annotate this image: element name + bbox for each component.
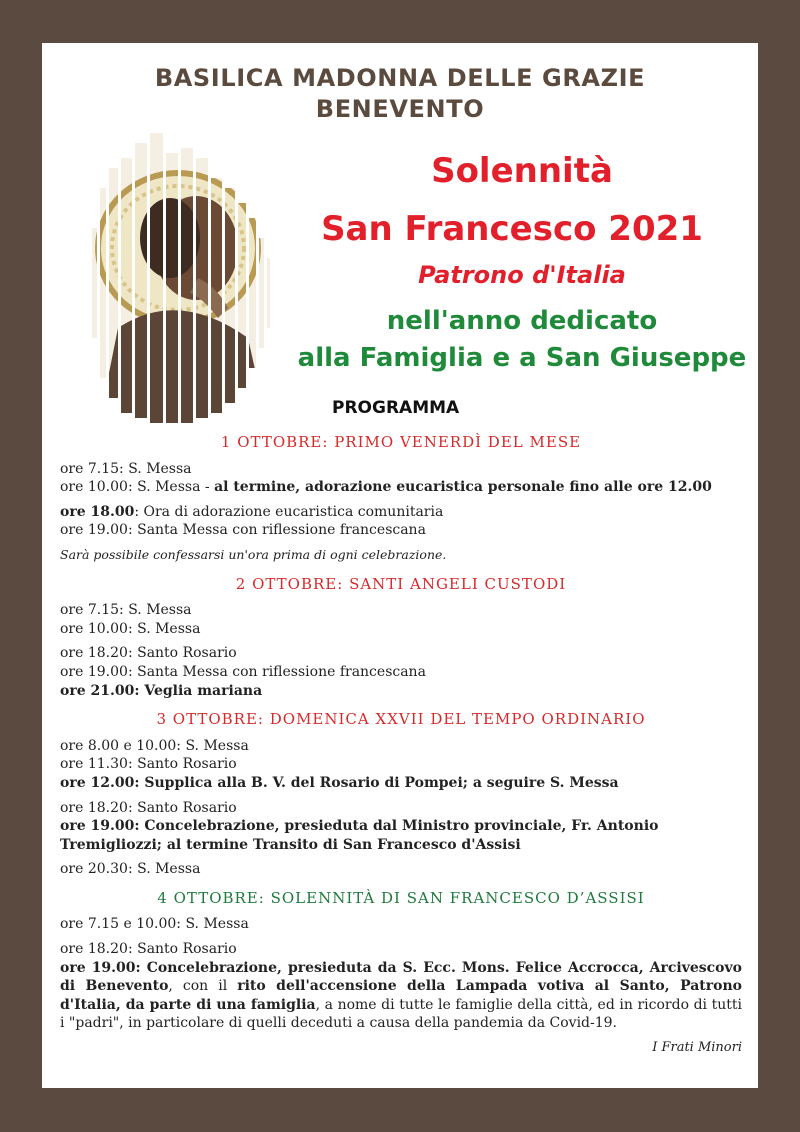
schedule-line: ore 18.20: Santo Rosario (60, 941, 237, 958)
schedule-line: ore 19.00: Santa Messa con riflessione francescana (60, 522, 426, 539)
section-heading-oct-3: 3 OTTOBRE: DOMENICA XXVII DEL TEMPO ORDINARIO (156, 710, 646, 729)
schedule-line: ore 10.00: S. Messa (60, 620, 201, 637)
concelebration-paragraph: ore 19.00: Concelebrazione, presieduta da S. Ecc. Mons. Felice Accrocca, Arcivescovo di Benevento, con il rito dell'accensione della Lampada votiva al Santo, Patrono d'Italia, da parte di una famiglia, a nome di tutte le famiglie della città, ed in ricordo di tutti i "padri", in particolare di quelli deceduti a causa della pandemia da Covid-19. (60, 959, 742, 1032)
signature: I Frati Minori (652, 1040, 742, 1056)
section-heading-oct-4: 4 OTTOBRE: SOLENNITÀ DI SAN FRANCESCO D’ASSISI (157, 888, 645, 907)
programma-heading: PROGRAMMA (332, 398, 460, 418)
title-solennita: Solennità (431, 151, 613, 191)
title-san-francesco: San Francesco 2021 (321, 209, 703, 249)
saint-francis-portrait-image (78, 128, 288, 428)
confession-note: Sarà possibile confessarsi un'ora prima di ogni celebrazione. (60, 546, 447, 562)
basilica-name: BASILICA MADONNA DELLE GRAZIE (154, 64, 646, 92)
schedule-line: ore 18.20: Santo Rosario (60, 799, 237, 816)
section-heading-oct-2: 2 OTTOBRE: SANTI ANGELI CUSTODI (235, 574, 567, 593)
subtitle-anno: nell'anno dedicato (386, 306, 658, 336)
flyer-sheet (42, 43, 758, 1088)
schedule-line: ore 7.15: S. Messa (60, 602, 192, 619)
schedule-line: ore 20.30: S. Messa (60, 861, 201, 878)
subtitle-famiglia: alla Famiglia e a San Giuseppe (297, 343, 747, 373)
schedule-line: ore 18.00: Ora di adorazione eucaristica comunitaria (60, 503, 444, 520)
section-heading-oct-1: 1 OTTOBRE: PRIMO VENERDÌ DEL MESE (220, 433, 582, 451)
schedule-line: ore 12.00: Supplica alla B. V. del Rosario di Pompei; a seguire S. Messa (60, 774, 619, 791)
schedule-line: ore 19.00: Santa Messa con riflessione francescana (60, 663, 426, 680)
subtitle-patrono: Patrono d'Italia (418, 261, 626, 289)
basilica-header (42, 63, 758, 125)
basilica-city: BENEVENTO (315, 95, 485, 123)
program-body (60, 433, 742, 1058)
schedule-line: ore 11.30: Santo Rosario (60, 756, 237, 773)
schedule-line: ore 21.00: Veglia mariana (60, 682, 263, 699)
schedule-line: ore 8.00 e 10.00: S. Messa (60, 737, 249, 754)
schedule-line: ore 10.00: S. Messa - al termine, adorazione eucaristica personale fino alle ore 12.00 (60, 479, 712, 496)
schedule-line: ore 18.20: Santo Rosario (60, 645, 237, 662)
schedule-line: ore 19.00: Concelebrazione, presieduta dal Ministro provinciale, Fr. Antonio Tremigliozzi; al termine Transito di San Francesco d'Assisi (60, 818, 659, 853)
schedule-line: ore 7.15 e 10.00: S. Messa (60, 916, 249, 933)
schedule-line: ore 7.15: S. Messa (60, 460, 192, 477)
